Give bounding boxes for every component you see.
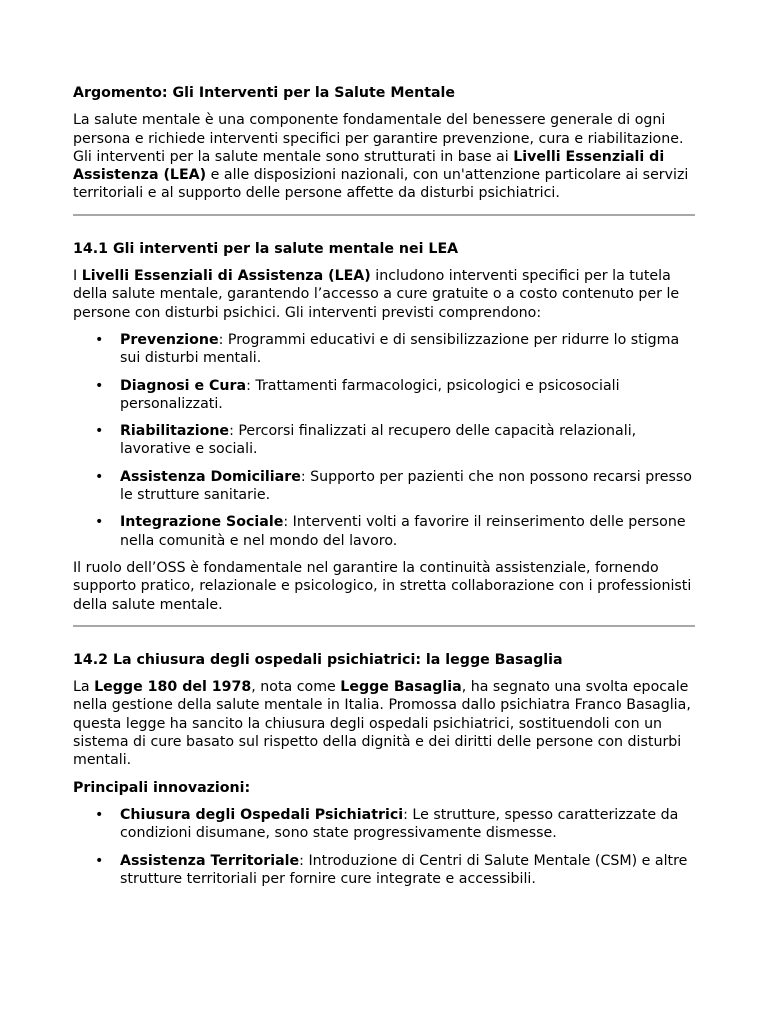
lea-interventions-list — [73, 331, 695, 550]
section-divider — [73, 214, 695, 216]
section-1-paragraph: I Livelli Essenziali di Assistenza (LEA) includono interventi specifici per la tutela della salute mentale, garantendo l’accesso a cure gratuite o a costo contenuto per le persone con disturbi psichici. Gli interventi previsti comprendono: — [73, 268, 680, 321]
oss-role-paragraph: Il ruolo dell’OSS è fondamentale nel garantire la continuità assistenziale, fornendo supporto pratico, relazionale e psicologico, in stretta collaborazione con i professionisti della salute mentale. — [73, 559, 692, 613]
innovations-subheading: Principali innovazioni: — [73, 779, 251, 796]
list-item: • Assistenza Domiciliare: Supporto per pazienti che non possono recarsi presso le strutture sanitarie. — [95, 468, 692, 504]
list-item: • Prevenzione: Programmi educativi e di sensibilizzazione per ridurre lo stigma sui disturbi mentali. — [95, 331, 680, 367]
list-item: • Integrazione Sociale: Interventi volti a favorire il reinserimento delle persone nella comunità e nel mondo del lavoro. — [95, 514, 686, 549]
section-divider — [73, 625, 695, 627]
list-item: • Assistenza Territoriale: Introduzione di Centri di Salute Mentale (CSM) e altre strutture territoriali per fornire cure integrate e accessibili. — [95, 852, 688, 887]
intro-paragraph: La salute mentale è una componente fondamentale del benessere generale di ogni persona e richiede interventi specifici per garantire prevenzione, cura e riabilitazione. Gli interventi per la salute mentale sono strutturati in base ai Livelli Essenziali di Assistenza (LEA) e alle disposizioni nazionali, con un'attenzione particolare ai servizi territoriali e al supporto delle persone affette da disturbi psichiatrici. — [73, 112, 689, 202]
list-item: • Diagnosi e Cura: Trattamenti farmacologici, psicologici e psicosociali personalizzati. — [95, 377, 620, 412]
list-item: • Riabilitazione: Percorsi finalizzati al recupero delle capacità relazionali, lavorative e sociali. — [95, 423, 637, 458]
topic-heading: Argomento: Gli Interventi per la Salute Mentale — [73, 85, 456, 101]
section-2-heading: 14.2 La chiusura degli ospedali psichiatrici: la legge Basaglia — [73, 651, 563, 668]
section-2-paragraph: La Legge 180 del 1978, nota come Legge Basaglia, ha segnato una svolta epocale nella gestione della salute mentale in Italia. Promossa dallo psichiatra Franco Basaglia, questa legge ha sancito la chiusura degli ospedali psichiatrici, sostituendoli con un sistema di cure basato sul rispetto della dignità e dei diritti delle persone con disturbi mentali. — [73, 679, 691, 769]
document-page — [73, 84, 695, 897]
section-1-heading: 14.1 Gli interventi per la salute mentale nei LEA — [73, 240, 459, 257]
list-item: • Chiusura degli Ospedali Psichiatrici: Le strutture, spesso caratterizzate da condizioni disumane, sono state progressivamente dismesse. — [95, 806, 679, 842]
innovations-list — [73, 806, 695, 888]
